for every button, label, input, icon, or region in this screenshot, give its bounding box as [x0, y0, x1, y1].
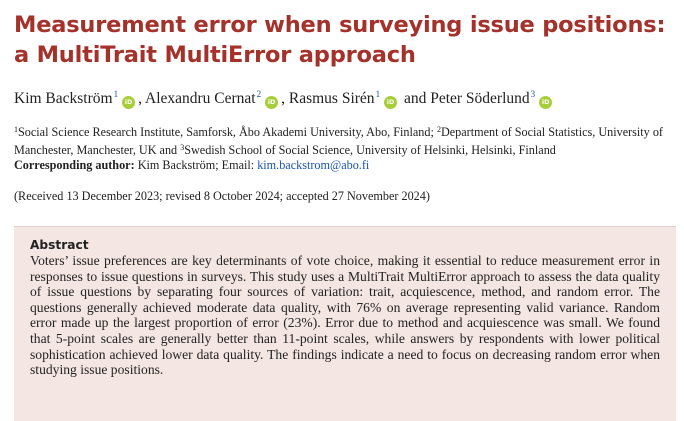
affiliation-marker[interactable]: 1: [113, 89, 119, 99]
affiliation-number: 2: [436, 125, 441, 134]
corresponding-label: Corresponding author:: [14, 158, 135, 172]
paper-title: Measurement error when surveying issue positions: a MultiTrait MultiError approach: [14, 12, 666, 68]
orcid-icon[interactable]: iD: [122, 96, 135, 109]
abstract-heading: Abstract: [30, 238, 89, 252]
orcid-icon[interactable]: iD: [384, 96, 397, 109]
affiliation-text: Social Science Research Institute, Samforsk, Åbo Akademi University, Abo, Finland;: [18, 125, 437, 139]
affiliation-marker[interactable]: 2: [256, 89, 262, 99]
abstract-box: [14, 226, 676, 421]
received-dates: (Received 13 December 2023; revised 8 October 2024; accepted 27 November 2024): [14, 189, 430, 203]
email-link[interactable]: kim.backstrom@abo.fi: [257, 158, 370, 172]
abstract-text: Voters’ issue preferences are key determinants of vote choice, making it essential to reduce measurement error in responses to issue questions in surveys. This study uses a MultiTrait MultiError approach to assess the data quality of issue questions by separating four sources of variation: trait, acquiescence, method, and random error. The questions generally achieved moderate data quality, with 76% on average representing valid variance. Random error made up the largest proportion of error (23%). Error due to method and acquiescence was small. We found that 5-point scales are generally better than 11-point scales, while answers by respondents with lower political sophistication achieved lower data quality. The findings indicate a need to focus on decreasing random error when studying issue positions.: [30, 253, 660, 378]
author-name[interactable]: Rasmus Sirén: [288, 90, 375, 107]
affiliation-text: Swedish School of Social Science, University of Helsinki, Helsinki, Finland: [184, 143, 556, 157]
affiliation-text: Department of Social Statistics, University of Manchester, Manchester, UK and: [14, 125, 663, 157]
separator: ,: [281, 90, 289, 107]
author-list: [14, 89, 674, 109]
separator: and: [400, 90, 431, 107]
affiliation-number: 3: [180, 143, 185, 152]
separator: ,: [138, 90, 145, 107]
orcid-icon[interactable]: iD: [539, 96, 552, 109]
author-name[interactable]: Kim Backström: [14, 90, 113, 107]
author-name[interactable]: Alexandru Cernat: [145, 90, 256, 107]
author-name[interactable]: Peter Söderlund: [430, 90, 530, 107]
affiliations: [14, 122, 678, 173]
affiliation-number: 1: [14, 125, 18, 134]
affiliation-marker[interactable]: 3: [530, 89, 536, 99]
corresponding-text: Kim Backström; Email:: [134, 158, 258, 172]
affiliation-marker[interactable]: 1: [375, 89, 381, 99]
orcid-icon[interactable]: iD: [265, 96, 278, 109]
